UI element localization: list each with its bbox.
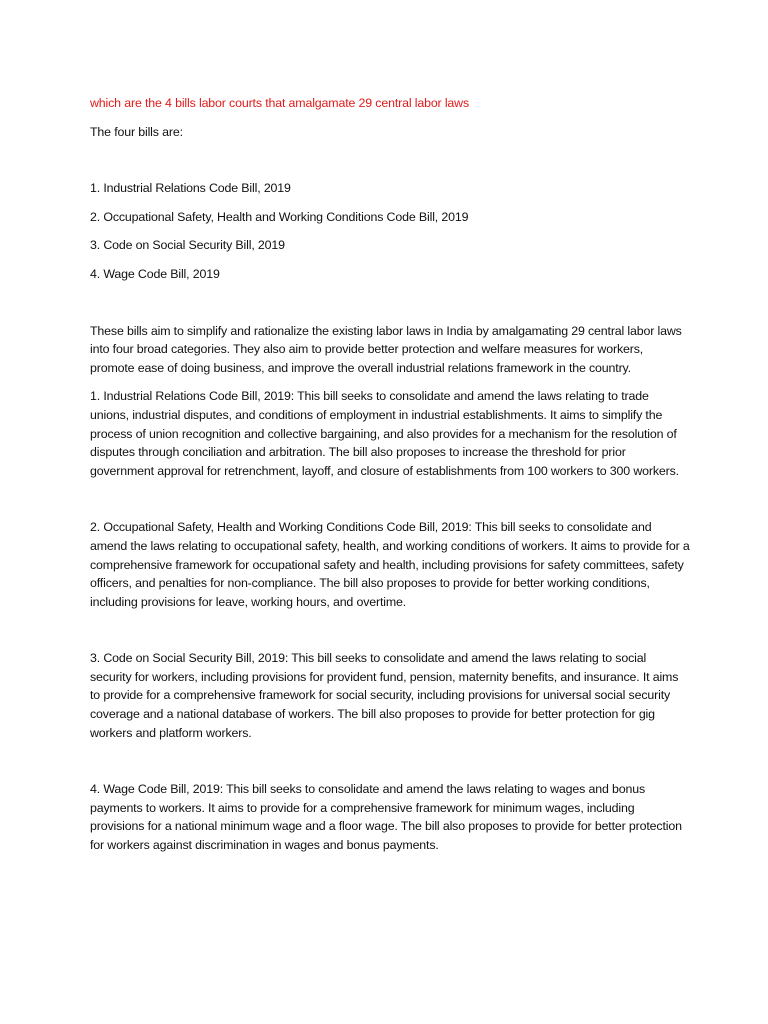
lead-text: The four bills are: <box>90 124 183 139</box>
bill-list-item-1: 1. Industrial Relations Code Bill, 2019 <box>90 181 291 196</box>
intro-paragraph: These bills aim to simplify and rationalize the existing labor laws in India by amalgamating 29 central labor laws into four broad categories. They also aim to provide better protection and welfare measures for workers, promote ease of doing business, and improve the overall industrial relations framework in the country. <box>90 323 682 375</box>
bill-list-item-4: 4. Wage Code Bill, 2019 <box>90 266 220 281</box>
bill-list-item-3: 3. Code on Social Security Bill, 2019 <box>90 238 285 253</box>
bill-description-4: 4. Wage Code Bill, 2019: This bill seeks to consolidate and amend the laws relating to wages and bonus payments to workers. It aims to provide for a comprehensive framework for minimum wages, including provisions for a national minimum wage and a floor wage. The bill also proposes to provide for better protection for workers against discrimination in wages and bonus payments. <box>90 782 682 853</box>
bill-description-3: 3. Code on Social Security Bill, 2019: This bill seeks to consolidate and amend the laws relating to social security for workers, including provisions for provident fund, pension, maternity benefits, and insurance. It aims to provide for a comprehensive framework for social security, including provisions for universal social security coverage and a national database of workers. The bill also proposes to provide for better protection for gig workers and platform workers. <box>90 651 679 740</box>
bill-list-item-2: 2. Occupational Safety, Health and Working Conditions Code Bill, 2019 <box>90 209 469 224</box>
bill-description-1: 1. Industrial Relations Code Bill, 2019: This bill seeks to consolidate and amend the laws relating to trade unions, industrial disputes, and conditions of employment in industrial establishments. It aims to simplify the process of union recognition and collective bargaining, and also provides for a mechanism for the resolution of disputes through conciliation and arbitration. The bill also proposes to increase the threshold for prior government approval for retrenchment, layoff, and closure of establishments from 100 workers to 300 workers. <box>90 389 679 478</box>
question-heading: which are the 4 bills labor courts that amalgamate 29 central labor laws <box>90 96 470 110</box>
bill-description-2: 2. Occupational Safety, Health and Working Conditions Code Bill, 2019: This bill seeks to consolidate and amend the laws relating to occupational safety, health, and working conditions of workers. It aims to provide for a comprehensive framework for occupational safety and health, including provisions for safety committees, safety officers, and penalties for non-compliance. The bill also proposes to provide for better working conditions, including provisions for leave, working hours, and overtime. <box>90 520 690 609</box>
document-body <box>90 94 690 855</box>
